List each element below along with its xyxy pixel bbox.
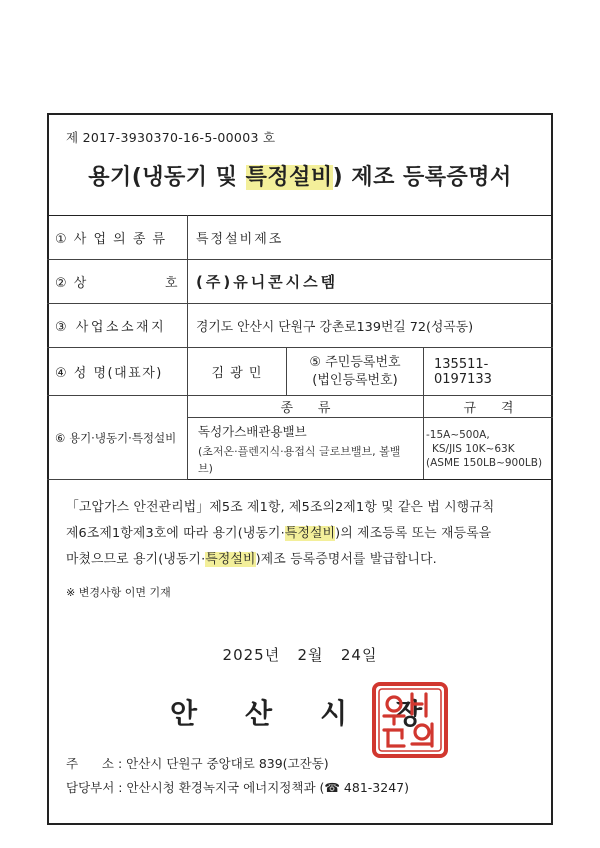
statement-line-3a: 마쳤으므로 용기(냉동기· [66, 552, 206, 567]
equipment-label: ⑥ 용기·냉동기·특정설비 [47, 396, 188, 480]
registration-label [287, 348, 424, 396]
statement-line-3 [66, 547, 536, 573]
issuer-address: 주 소 : 안산시 단원구 중앙대로 839(고잔동) [66, 756, 329, 771]
statement-line-1: 「고압가스 안전관리법」제5조 제1항, 제5조의2제1항 및 같은 법 시행규칙 [66, 500, 495, 515]
spec-line-2: KS/JIS 10K~63K [432, 442, 515, 455]
row-business-type [47, 216, 553, 260]
address-label: ③ 사업소소재지 [47, 304, 188, 348]
name-label: ④ 성 명(대표자) [47, 348, 188, 396]
title-highlight: 특정설비 [245, 165, 333, 190]
row-equipment-header [47, 396, 553, 418]
statement-line-2 [66, 521, 536, 547]
responsible-department: 담당부서 : 안산시청 환경녹지국 에너지정책과 (☎ 481-3247) [66, 780, 409, 795]
spec-line-3: (ASME 150LB~900LB) [426, 456, 543, 469]
equipment-item [188, 418, 424, 480]
issue-date: 2025년 2월 24일 [222, 646, 378, 664]
info-table [47, 215, 553, 480]
business-type-label: ① 사 업 의 종 류 [47, 216, 188, 260]
issuer-name: 안산시장 [170, 697, 471, 730]
statement-highlight-2: 특정설비 [205, 552, 256, 567]
statement-line-2c: )의 제조등록 또는 재등록을 [335, 526, 492, 541]
equipment-item-detail: (초저온·플렌지식·용접식 글로브밸브, 볼밸브) [198, 444, 401, 475]
spec-line-1: -15A~500A, [426, 428, 490, 441]
row-name-registration [47, 348, 553, 396]
document-number: 제 2017-3930370-16-5-00003 호 [66, 130, 276, 145]
title-part-3: ) 제조 등록증명서 [332, 165, 512, 190]
official-seal-icon [370, 680, 450, 760]
equipment-spec [424, 418, 554, 480]
change-note: ※ 변경사항 이면 기재 [66, 586, 171, 599]
certificate-title [47, 160, 553, 191]
statement-line-3c: )제조 등록증명서를 발급합니다. [255, 552, 437, 567]
statement-paragraph [66, 495, 536, 573]
trade-name-value: (주)유니콘시스템 [188, 260, 554, 304]
trade-name-label-right: 호 [164, 276, 179, 291]
address-value: 경기도 안산시 단원구 강촌로139번길 72(성곡동) [188, 304, 554, 348]
equipment-spec-header: 규 격 [424, 396, 554, 418]
trade-name-label [47, 260, 188, 304]
title-part-1: 용기(냉동기 및 [88, 165, 246, 190]
trade-name-label-left: ② 상 [55, 276, 88, 291]
registration-label-line2: (법인등록번호) [312, 372, 398, 388]
registration-value: 135511-0197133 [424, 348, 554, 396]
statement-highlight-1: 특정설비 [284, 526, 336, 541]
registration-label-line1: ⑤ 주민등록번호 [309, 354, 401, 370]
equipment-type-header: 종 류 [188, 396, 424, 418]
row-address [47, 304, 553, 348]
equipment-item-name: 독성가스배관용밸브 [198, 423, 307, 439]
statement-line-2a: 제6조제1항제3호에 따라 용기(냉동기· [66, 526, 285, 541]
business-type-value: 특정설비제조 [188, 216, 554, 260]
name-value: 김 광 민 [188, 348, 287, 396]
row-trade-name [47, 260, 553, 304]
